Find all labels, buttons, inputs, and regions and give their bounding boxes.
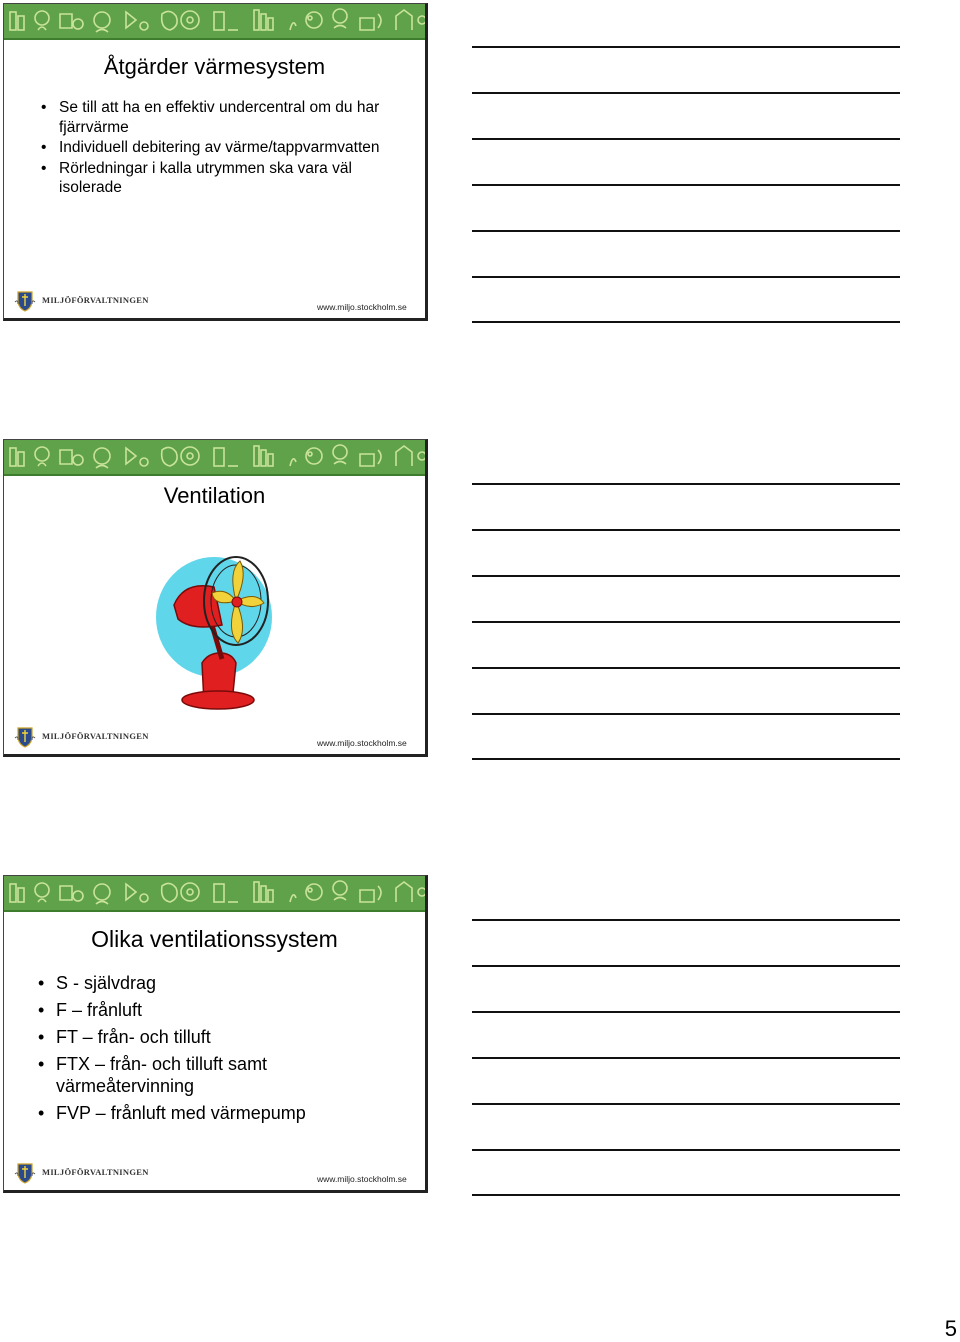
logo-text: MILJÖFÖRVALTNINGEN [42,1167,149,1177]
note-line [472,575,900,577]
bullet-item: • F – frånluft [38,999,398,1021]
bullet-list [38,972,398,1129]
slide-1 [3,3,428,321]
bullet-item: • Se till att ha en effektiv undercentral om du har fjärrvärme [41,98,391,137]
note-line [472,965,900,967]
note-line [472,483,900,485]
banner-pattern-icon [4,4,428,38]
note-line [472,1057,900,1059]
website-url: www.miljo.stockholm.se [317,738,407,748]
note-line [472,713,900,715]
slide-title: Olika ventilationssystem [91,926,338,952]
bullet-item: • FVP – frånluft med värmepump [38,1102,398,1124]
banner-pattern-icon [4,876,428,910]
note-line [472,667,900,669]
slide-3 [3,875,428,1193]
website-url: www.miljo.stockholm.se [317,302,407,312]
fan-illustration-icon [152,545,282,710]
shield-icon [14,288,38,314]
slide-2 [3,439,428,757]
logo-text: MILJÖFÖRVALTNINGEN [42,295,149,305]
note-line [472,92,900,94]
organization-logo [14,724,149,750]
decorative-banner [4,876,425,912]
bullet-item: • Rörledningar i kalla utrymmen ska vara väl isolerade [41,159,391,198]
organization-logo [14,1160,149,1186]
shield-icon [14,1160,38,1186]
note-line [472,276,900,278]
note-line [472,46,900,48]
note-line [472,321,900,323]
decorative-banner [4,440,425,476]
banner-pattern-icon [4,440,428,474]
bullet-item: • FTX – från- och tilluft samt värmeåtervinning [38,1053,398,1097]
page-number: 5 [944,1316,957,1341]
note-line [472,230,900,232]
logo-text: MILJÖFÖRVALTNINGEN [42,731,149,741]
note-line [472,1194,900,1196]
bullet-item: • S - självdrag [38,972,398,994]
bullet-item: • FT – från- och tilluft [38,1026,398,1048]
note-line [472,758,900,760]
slide-title: Åtgärder värmesystem [103,54,326,79]
note-line [472,1149,900,1151]
note-line [472,184,900,186]
shield-icon [14,724,38,750]
organization-logo [14,288,149,314]
note-line [472,529,900,531]
bullet-list [41,98,391,199]
decorative-banner [4,4,425,40]
note-line [472,1103,900,1105]
bullet-item: • Individuell debitering av värme/tappvarmvatten [41,138,391,158]
note-line [472,621,900,623]
note-line [472,1011,900,1013]
note-line [472,138,900,140]
website-url: www.miljo.stockholm.se [317,1174,407,1184]
slide-title: Ventilation [163,483,266,508]
note-line [472,919,900,921]
